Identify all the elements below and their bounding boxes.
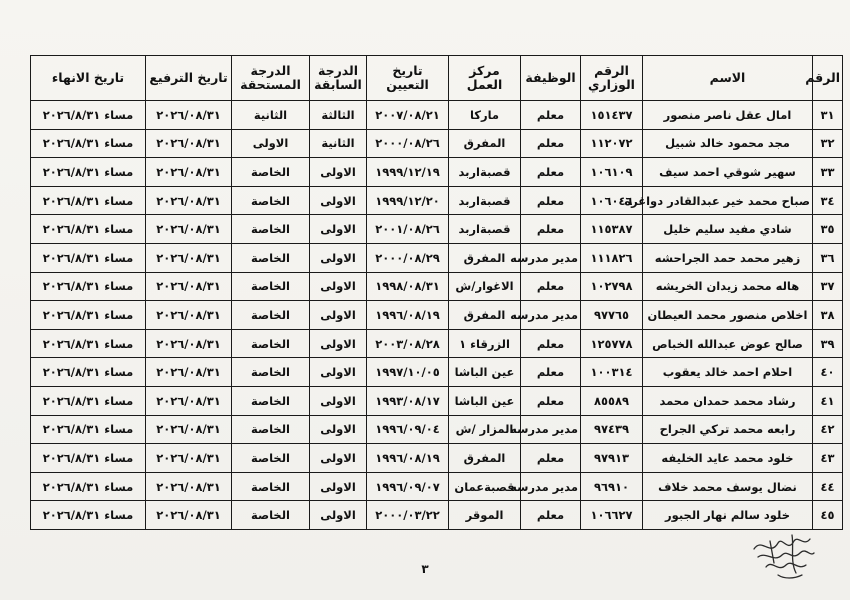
end-date: مساء ٢٠٢٦/٨/٣١ (31, 272, 146, 301)
header-name: الاسم (643, 56, 813, 101)
row-number: ٣٥ (813, 215, 843, 244)
ministry-number: ٩٧٤٣٩ (581, 415, 643, 444)
appointment-date: ١٩٩٩/١٢/٢٠ (367, 186, 449, 215)
table-row (31, 129, 843, 158)
table-row (31, 386, 843, 415)
due-grade: الخاصة (232, 386, 310, 415)
table-row (31, 215, 843, 244)
previous-grade: الاولى (310, 158, 367, 187)
due-grade: الخاصة (232, 186, 310, 215)
row-number: ٣٦ (813, 243, 843, 272)
row-number: ٣٢ (813, 129, 843, 158)
table-row (31, 158, 843, 187)
work-center: قصبةاربد (449, 186, 521, 215)
due-grade: الخاصة (232, 415, 310, 444)
ministry-number: ١٠٦٦٢٧ (581, 501, 643, 530)
job-title: معلم (521, 186, 581, 215)
row-number: ٣٣ (813, 158, 843, 187)
table-header-row (31, 56, 843, 101)
appointment-date: ١٩٩٦/٠٩/٠٧ (367, 472, 449, 501)
due-grade: الخاصة (232, 158, 310, 187)
end-date: مساء ٢٠٢٦/٨/٣١ (31, 186, 146, 215)
ministry-number: ٩٧٩١٣ (581, 444, 643, 473)
end-date: مساء ٢٠٢٦/٨/٣١ (31, 358, 146, 387)
appointment-date: ١٩٩٦/٠٩/٠٤ (367, 415, 449, 444)
header-previous-grade: الدرجة السابقة (310, 56, 367, 101)
job-title: معلم (521, 101, 581, 130)
employee-name: صباح محمد خير عبدالقادر دواغره (643, 186, 813, 215)
employee-name: احلام احمد خالد يعقوب (643, 358, 813, 387)
previous-grade: الاولى (310, 444, 367, 473)
due-grade: الخاصة (232, 243, 310, 272)
job-title: معلم (521, 358, 581, 387)
previous-grade: الاولى (310, 415, 367, 444)
ministry-number: ١٠٦١٠٩ (581, 158, 643, 187)
table-body (31, 101, 843, 530)
header-job: الوظيفة (521, 56, 581, 101)
header-end-date: تاريخ الانهاء (31, 56, 146, 101)
promotion-date: ٢٠٢٦/٠٨/٣١ (146, 186, 232, 215)
promotion-table (30, 55, 843, 530)
header-promotion-date: تاريخ الترفيع (146, 56, 232, 101)
promotion-date: ٢٠٢٦/٠٨/٣١ (146, 329, 232, 358)
header-ministry-number: الرقم الوزاري (581, 56, 643, 101)
ministry-number: ١٥١٤٣٧ (581, 101, 643, 130)
work-center: عين الباشا (449, 386, 521, 415)
ministry-number: ١١١٨٢٦ (581, 243, 643, 272)
work-center: الموقر (449, 501, 521, 530)
row-number: ٤٤ (813, 472, 843, 501)
table-row (31, 186, 843, 215)
promotion-date: ٢٠٢٦/٠٨/٣١ (146, 215, 232, 244)
promotion-date: ٢٠٢٦/٠٨/٣١ (146, 101, 232, 130)
row-number: ٣١ (813, 101, 843, 130)
due-grade: الخاصة (232, 329, 310, 358)
employee-name: هاله محمد زيدان الخريشه (643, 272, 813, 301)
due-grade: الخاصة (232, 358, 310, 387)
row-number: ٣٨ (813, 301, 843, 330)
promotion-date: ٢٠٢٦/٠٨/٣١ (146, 501, 232, 530)
ministry-number: ١٠٦٠٤٦ (581, 186, 643, 215)
due-grade: الاولى (232, 129, 310, 158)
row-number: ٣٩ (813, 329, 843, 358)
end-date: مساء ٢٠٢٦/٨/٣١ (31, 301, 146, 330)
previous-grade: الاولى (310, 358, 367, 387)
end-date: مساء ٢٠٢٦/٨/٣١ (31, 444, 146, 473)
work-center: قصبةاربد (449, 158, 521, 187)
work-center: قصبةعمان (449, 472, 521, 501)
table-row (31, 415, 843, 444)
header-number: الرقم (813, 56, 843, 101)
work-center: المفرق (449, 129, 521, 158)
employee-name: رابعه محمد تركي الجراح (643, 415, 813, 444)
previous-grade: الاولى (310, 243, 367, 272)
end-date: مساء ٢٠٢٦/٨/٣١ (31, 472, 146, 501)
promotion-date: ٢٠٢٦/٠٨/٣١ (146, 415, 232, 444)
promotion-date: ٢٠٢٦/٠٨/٣١ (146, 358, 232, 387)
table-row (31, 329, 843, 358)
row-number: ٤٠ (813, 358, 843, 387)
ministry-number: ١١٢٠٧٢ (581, 129, 643, 158)
due-grade: الخاصة (232, 215, 310, 244)
row-number: ٤٢ (813, 415, 843, 444)
job-title: معلم (521, 215, 581, 244)
table-row (31, 272, 843, 301)
ministry-number: ١٠٢٧٩٨ (581, 272, 643, 301)
appointment-date: ٢٠٠٠/٠٣/٢٢ (367, 501, 449, 530)
job-title: معلم (521, 129, 581, 158)
promotion-date: ٢٠٢٦/٠٨/٣١ (146, 158, 232, 187)
work-center: المفرق (449, 243, 521, 272)
table-row (31, 501, 843, 530)
appointment-date: ١٩٩٣/٠٨/١٧ (367, 386, 449, 415)
promotion-date: ٢٠٢٦/٠٨/٣١ (146, 129, 232, 158)
previous-grade: الاولى (310, 472, 367, 501)
employee-name: زهير محمد حمد الجراحشه (643, 243, 813, 272)
job-title: مدير مدرسه (521, 301, 581, 330)
work-center: ماركا (449, 101, 521, 130)
ministry-number: ١٢٥٧٧٨ (581, 329, 643, 358)
header-appointment-date: تاريخ التعيين (367, 56, 449, 101)
due-grade: الخاصة (232, 444, 310, 473)
promotion-date: ٢٠٢٦/٠٨/٣١ (146, 386, 232, 415)
table-row (31, 358, 843, 387)
appointment-date: ٢٠٠٧/٠٨/٢١ (367, 101, 449, 130)
job-title: معلم (521, 272, 581, 301)
row-number: ٣٧ (813, 272, 843, 301)
previous-grade: الاولى (310, 386, 367, 415)
job-title: مدير مدرسه (521, 243, 581, 272)
appointment-date: ١٩٩٧/١٠/٠٥ (367, 358, 449, 387)
appointment-date: ٢٠٠٠/٠٨/٢٩ (367, 243, 449, 272)
table-row (31, 301, 843, 330)
table-row (31, 472, 843, 501)
appointment-date: ٢٠٠٣/٠٨/٢٨ (367, 329, 449, 358)
work-center: المفرق (449, 301, 521, 330)
work-center: الزرقاء ١ (449, 329, 521, 358)
row-number: ٤٣ (813, 444, 843, 473)
ministry-number: ٨٥٥٨٩ (581, 386, 643, 415)
employee-name: رشاد محمد حمدان محمد (643, 386, 813, 415)
table-row (31, 101, 843, 130)
due-grade: الخاصة (232, 301, 310, 330)
end-date: مساء ٢٠٢٦/٨/٣١ (31, 129, 146, 158)
work-center: المفرق (449, 444, 521, 473)
work-center: عين الباشا (449, 358, 521, 387)
job-title: معلم (521, 329, 581, 358)
previous-grade: الثالثة (310, 101, 367, 130)
table-row (31, 243, 843, 272)
employee-name: خلود سالم نهار الجبور (643, 501, 813, 530)
ministry-number: ٩٧٧٦٥ (581, 301, 643, 330)
appointment-date: ١٩٩٦/٠٨/١٩ (367, 444, 449, 473)
row-number: ٣٤ (813, 186, 843, 215)
ministry-number: ١١٥٣٨٧ (581, 215, 643, 244)
promotion-date: ٢٠٢٦/٠٨/٣١ (146, 243, 232, 272)
promotion-date: ٢٠٢٦/٠٨/٣١ (146, 472, 232, 501)
employee-name: شادي مفيد سليم خليل (643, 215, 813, 244)
promotion-date: ٢٠٢٦/٠٨/٣١ (146, 272, 232, 301)
job-title: معلم (521, 444, 581, 473)
employee-name: اخلاص منصور محمد العيطان (643, 301, 813, 330)
table-row (31, 444, 843, 473)
due-grade: الخاصة (232, 272, 310, 301)
ministry-number: ١٠٠٣١٤ (581, 358, 643, 387)
end-date: مساء ٢٠٢٦/٨/٣١ (31, 415, 146, 444)
row-number: ٤١ (813, 386, 843, 415)
page-number: ٣ (421, 562, 429, 576)
due-grade: الثانية (232, 101, 310, 130)
header-work-center: مركز العمل (449, 56, 521, 101)
employee-name: مجد محمود خالد شبيل (643, 129, 813, 158)
header-due-grade: الدرجة المستحقة (232, 56, 310, 101)
promotion-date: ٢٠٢٦/٠٨/٣١ (146, 301, 232, 330)
end-date: مساء ٢٠٢٦/٨/٣١ (31, 243, 146, 272)
end-date: مساء ٢٠٢٦/٨/٣١ (31, 329, 146, 358)
row-number: ٤٥ (813, 501, 843, 530)
work-center: قصبةاربد (449, 215, 521, 244)
promotion-date: ٢٠٢٦/٠٨/٣١ (146, 444, 232, 473)
end-date: مساء ٢٠٢٦/٨/٣١ (31, 158, 146, 187)
appointment-date: ١٩٩٦/٠٨/١٩ (367, 301, 449, 330)
employee-name: سهير شوقي احمد سيف (643, 158, 813, 187)
employee-name: امال عقل ناصر منصور (643, 101, 813, 130)
previous-grade: الثانية (310, 129, 367, 158)
job-title: مدير مدرسه (521, 472, 581, 501)
appointment-date: ٢٠٠١/٠٨/٢٦ (367, 215, 449, 244)
employee-name: خلود محمد عايد الخليفه (643, 444, 813, 473)
end-date: مساء ٢٠٢٦/٨/٣١ (31, 101, 146, 130)
appointment-date: ١٩٩٨/٠٨/٣١ (367, 272, 449, 301)
ministry-number: ٩٦٩١٠ (581, 472, 643, 501)
job-title: معلم (521, 158, 581, 187)
previous-grade: الاولى (310, 215, 367, 244)
job-title: معلم (521, 386, 581, 415)
previous-grade: الاولى (310, 272, 367, 301)
previous-grade: الاولى (310, 186, 367, 215)
end-date: مساء ٢٠٢٦/٨/٣١ (31, 501, 146, 530)
employee-name: نضال يوسف محمد خلاف (643, 472, 813, 501)
appointment-date: ٢٠٠٠/٠٨/٢٦ (367, 129, 449, 158)
work-center: الاغوار/ش (449, 272, 521, 301)
due-grade: الخاصة (232, 472, 310, 501)
job-title: مدير مدرسه (521, 415, 581, 444)
previous-grade: الاولى (310, 501, 367, 530)
end-date: مساء ٢٠٢٦/٨/٣١ (31, 386, 146, 415)
previous-grade: الاولى (310, 329, 367, 358)
appointment-date: ١٩٩٩/١٢/١٩ (367, 158, 449, 187)
previous-grade: الاولى (310, 301, 367, 330)
due-grade: الخاصة (232, 501, 310, 530)
job-title: معلم (521, 501, 581, 530)
work-center: المزار /ش (449, 415, 521, 444)
employee-name: صالح عوض عبدالله الخباص (643, 329, 813, 358)
end-date: مساء ٢٠٢٦/٨/٣١ (31, 215, 146, 244)
